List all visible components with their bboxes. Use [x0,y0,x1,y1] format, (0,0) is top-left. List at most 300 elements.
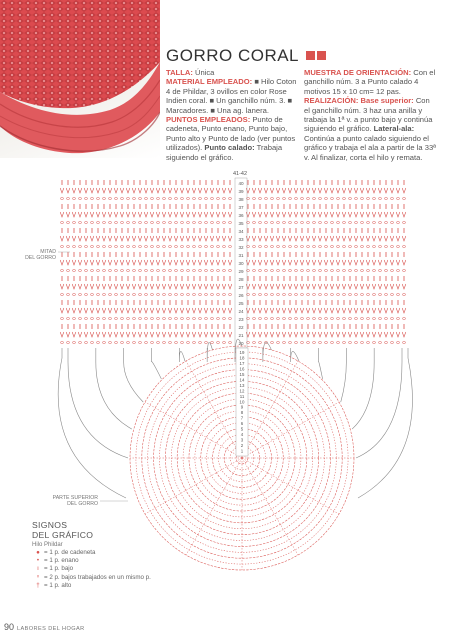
stitch-mark [132,308,136,313]
stitch-mark [186,342,189,344]
stitch-mark [186,332,190,337]
stitch-mark [204,188,208,193]
stitch-mark [216,246,219,248]
material-section [166,77,296,114]
stitch-mark [156,212,160,217]
stitch-mark [84,332,88,337]
stitch-mark [282,236,286,241]
stitch-mark [216,260,220,265]
stitch-mark [300,236,304,241]
stitch-mark [396,236,400,241]
row-number: 38 [238,197,244,202]
stitch-mark [114,318,117,320]
stitch-mark [150,294,153,296]
stitch-mark [294,222,297,224]
stitch-mark [276,198,279,200]
stitch-mark [132,284,136,289]
stitch-mark [258,212,262,217]
stitch-mark [402,198,405,200]
stitch-mark [318,308,322,313]
stitch-mark [354,332,358,337]
stitch-mark [372,342,375,344]
stitch-mark [258,222,261,224]
stitch-mark [60,236,64,241]
stitch-mark [366,188,370,193]
stitch-mark [288,284,292,289]
stitch-mark [84,342,87,344]
stitch-mark [222,246,225,248]
stitch-mark [132,294,135,296]
stitch-mark [72,284,76,289]
stitch-mark [216,294,219,296]
stitch-mark [384,212,388,217]
stitch-mark [162,212,166,217]
stitch-mark [180,318,183,320]
connector-line [319,348,323,379]
stitch-mark [288,222,291,224]
stitch-mark [192,246,195,248]
stitch-mark [294,188,298,193]
hat-photo [0,0,160,158]
stitch-mark [192,198,195,200]
stitch-mark [282,342,285,344]
stitch-mark [162,308,166,313]
stitch-mark [210,236,214,241]
magazine-name: LABORES DEL HOGAR [17,626,85,632]
stitch-mark [378,342,381,344]
puntos-key: PUNTOS EMPLEADOS: [166,115,251,125]
stitch-mark [318,342,321,344]
stitch-mark [198,308,202,313]
stitch-mark [348,212,352,217]
stitch-mark [120,236,124,241]
crown-row-number: 19 [239,350,245,355]
stitch-mark [102,284,106,289]
stitch-mark [174,294,177,296]
stitch-mark [90,318,93,320]
stitch-mark [132,188,136,193]
stitch-mark [138,318,141,320]
stitch-mark [150,270,153,272]
stitch-mark [114,294,117,296]
stitch-mark [132,332,136,337]
talla-text: Única [192,68,215,77]
stitch-mark [378,308,382,313]
stitch-mark [228,342,231,344]
stitch-mark [120,222,123,224]
stitch-mark [96,294,99,296]
stitch-mark [168,342,171,344]
crown-row-number: 9 [240,404,244,410]
stitch-mark [360,270,363,272]
stitch-mark [72,222,75,224]
stitch-mark [264,308,268,313]
stitch-mark [264,198,267,200]
stitch-mark [216,270,219,272]
stitch-mark [300,270,303,272]
stitch-mark [72,294,75,296]
stitch-mark [210,222,213,224]
stitch-mark [354,198,357,200]
stitch-mark [90,236,94,241]
stitch-mark [336,246,339,248]
stitch-mark [336,222,339,224]
stitch-mark [180,260,184,265]
stitch-mark [168,246,171,248]
stitch-mark [210,246,213,248]
stitch-mark [390,318,393,320]
stitch-mark [102,246,105,248]
stitch-mark [348,236,352,241]
stitch-mark [282,198,285,200]
stitch-mark [138,284,142,289]
stitch-mark [210,284,214,289]
legend-item-text: = 1 p. enano [44,557,79,565]
stitch-mark [306,222,309,224]
stitch-mark [84,212,88,217]
stitch-mark [114,332,118,337]
stitch-mark [330,284,334,289]
stitch-mark [66,308,70,313]
stitch-mark [174,246,177,248]
stitch-mark [378,212,382,217]
stitch-mark [246,188,250,193]
stitch-mark [360,332,364,337]
stitch-mark [366,212,370,217]
stitch-mark [168,270,171,272]
stitch-mark [396,294,399,296]
stitch-mark [384,270,387,272]
stitch-mark [162,270,165,272]
stitch-mark [336,188,340,193]
legend-item [32,582,162,590]
stitch-mark [270,270,273,272]
stitch-mark [354,308,358,313]
stitch-mark [228,270,231,272]
stitch-mark [258,284,262,289]
stitch-mark [366,222,369,224]
stitch-mark [288,332,292,337]
stitch-mark [156,318,159,320]
stitch-mark [198,198,201,200]
stitch-mark [102,270,105,272]
stitch-mark [228,260,232,265]
stitch-mark [354,236,358,241]
stitch-mark [396,222,399,224]
stitch-mark [126,342,129,344]
stitch-mark [198,246,201,248]
stitch-mark [372,188,376,193]
stitch-mark [360,308,364,313]
title-square-icon [306,51,315,60]
stitch-mark [288,342,291,344]
increase-stitch-icon: ᵛ [37,573,39,581]
stitch-mark [216,198,219,200]
stitch-mark [312,260,316,265]
stitch-mark [192,318,195,320]
stitch-mark [156,260,160,265]
parte-label-line1: PARTE SUPERIOR [52,495,98,501]
stitch-mark [318,294,321,296]
stitch-mark [384,188,388,193]
stitch-mark [192,236,196,241]
stitch-mark [324,308,328,313]
stitch-mark [78,318,81,320]
stitch-mark [354,222,357,224]
stitch-mark [312,294,315,296]
stitch-mark [78,188,82,193]
stitch-mark [264,260,268,265]
row-number: 33 [238,237,244,242]
stitch-mark [288,260,292,265]
stitch-mark [294,260,298,265]
crown-row-number: 18 [239,355,245,361]
stitch-mark [186,270,189,272]
parte-superior-label [6,495,98,507]
stitch-mark [60,188,64,193]
stitch-mark [342,294,345,296]
stitch-mark [330,212,334,217]
stitch-mark [84,260,88,265]
stitch-mark [306,236,310,241]
stitch-mark [72,332,76,337]
stitch-mark [330,332,334,337]
stitch-mark [120,308,124,313]
stitch-mark [372,198,375,200]
stitch-mark [252,284,256,289]
stitch-mark [300,308,304,313]
stitch-mark [378,188,382,193]
parte-label-line2: DEL GORRO [67,501,98,507]
stitch-mark [228,212,232,217]
stitch-mark [282,294,285,296]
stitch-mark [318,212,322,217]
stitch-mark [66,246,69,248]
lateral-key: Lateral-ala: [373,124,415,134]
stitch-mark [186,198,189,200]
stitch-mark [360,284,364,289]
row-number: 21 [238,333,244,338]
stitch-mark [60,270,63,272]
stitch-mark [156,294,159,296]
stitch-mark [264,236,268,241]
stitch-mark [144,198,147,200]
stitch-mark [66,270,69,272]
stitch-mark [168,212,172,217]
stitch-mark [180,198,183,200]
stitch-mark [288,188,292,193]
stitch-mark [108,284,112,289]
stitch-mark [192,332,196,337]
stitch-mark [276,332,280,337]
stitch-mark [126,222,129,224]
stitch-mark [348,308,352,313]
stitch-mark [180,332,184,337]
stitch-mark [402,212,406,217]
stitch-mark [156,198,159,200]
stitch-mark [210,294,213,296]
stitch-mark [402,222,405,224]
stitch-mark [78,198,81,200]
stitch-mark [318,318,321,320]
stitch-mark [348,318,351,320]
connector-line [291,348,299,362]
stitch-mark [90,188,94,193]
stitch-mark [60,246,63,248]
stitch-mark [108,308,112,313]
legend-item-text: = 1 p. de cadeneta [44,549,96,556]
stitch-mark [150,188,154,193]
stitch-mark [96,188,100,193]
stitch-mark [192,284,196,289]
stitch-mark [372,284,376,289]
stitch-mark [162,342,165,344]
stitch-mark [144,246,147,248]
stitch-mark [60,332,64,337]
crown-row-number: 14 [239,377,245,383]
stitch-mark [150,198,153,200]
stitch-mark [390,236,394,241]
stitch-mark [354,188,358,193]
stitch-mark [60,294,63,296]
stitch-mark [372,222,375,224]
stitch-mark [120,188,124,193]
row-number: 22 [238,325,244,330]
stitch-mark [204,198,207,200]
stitch-mark [210,212,214,217]
muestra-key: MUESTRA DE ORIENTACIÓN: [304,68,412,77]
row-number: 39 [238,189,244,194]
stitch-mark [180,342,183,344]
stitch-mark [366,318,369,320]
stitch-mark [228,308,232,313]
stitch-mark [294,294,297,296]
stitch-mark [324,260,328,265]
stitch-mark [78,270,81,272]
stitch-mark [252,342,255,344]
stitch-mark [348,260,352,265]
stitch-mark [150,318,153,320]
stitch-mark [300,188,304,193]
stitch-mark [78,222,81,224]
stitch-mark [252,260,256,265]
crown-spoke [145,402,242,458]
stitch-mark [282,246,285,248]
stitch-mark [114,284,118,289]
stitch-mark [210,260,214,265]
stitch-mark [396,198,399,200]
stitch-mark [318,246,321,248]
stitch-mark [306,260,310,265]
stitch-mark [126,270,129,272]
stitch-mark [282,284,286,289]
stitch-mark [276,236,280,241]
stitch-mark [144,260,148,265]
stitch-mark [348,342,351,344]
stitch-mark [336,198,339,200]
stitch-mark [288,236,292,241]
row-number: 20 [238,341,244,346]
stitch-mark [252,188,256,193]
stitch-mark [114,246,117,248]
lateral-text: Continúa a punto calado siguiendo el gráfico y trabaja el ala a partir de la 33ª v. Al finalizar, corta el hilo y remata. [304,133,436,162]
row-number: 24 [238,309,244,314]
stitch-mark [126,212,130,217]
stitch-mark [186,294,189,296]
stitch-mark [96,198,99,200]
connector-line [356,348,402,458]
stitch-mark [150,284,154,289]
row-number: 29 [238,269,244,274]
stitch-mark [228,198,231,200]
stitch-mark [390,198,393,200]
stitch-mark [126,198,129,200]
stitch-mark [78,308,82,313]
stitch-mark [402,260,406,265]
stitch-mark [348,270,351,272]
stitch-mark [318,222,321,224]
stitch-mark [96,246,99,248]
stitch-mark [306,284,310,289]
stitch-mark [102,188,106,193]
stitch-mark [84,222,87,224]
stitch-mark [108,198,111,200]
stitch-mark [336,318,339,320]
connector-line [96,348,132,429]
stitch-mark [384,342,387,344]
stitch-mark [198,294,201,296]
stitch-mark [126,188,130,193]
instructions-left-column [166,68,298,162]
row-number: 32 [238,245,244,250]
stitch-mark [366,198,369,200]
stitch-mark [360,222,363,224]
stitch-mark [198,236,202,241]
stitch-mark [288,212,292,217]
crown-row-number: 2 [240,443,244,449]
stitch-mark [60,198,63,200]
stitch-mark [366,342,369,344]
stitch-mark [102,212,106,217]
stitch-mark [330,308,334,313]
stitch-mark [378,332,382,337]
stitch-mark [168,222,171,224]
stitch-mark [84,246,87,248]
stitch-mark [162,318,165,320]
stitch-mark [126,236,130,241]
connector-line [152,348,162,379]
stitch-mark [300,198,303,200]
crown-row-number: 11 [239,393,245,399]
stitch-mark [402,318,405,320]
stitch-mark [342,198,345,200]
stitch-mark [402,284,406,289]
row-number: 27 [238,285,244,290]
title-text: GORRO CORAL [166,46,299,65]
stitch-mark [222,260,226,265]
stitch-mark [330,198,333,200]
stitch-mark [66,294,69,296]
stitch-mark [372,332,376,337]
stitch-mark [306,342,309,344]
stitch-mark [192,308,196,313]
stitch-mark [66,188,70,193]
crown-spoke [242,458,298,555]
stitch-mark [294,246,297,248]
stitch-mark [270,342,273,344]
stitch-mark [264,212,268,217]
row-number: 23 [238,317,244,322]
